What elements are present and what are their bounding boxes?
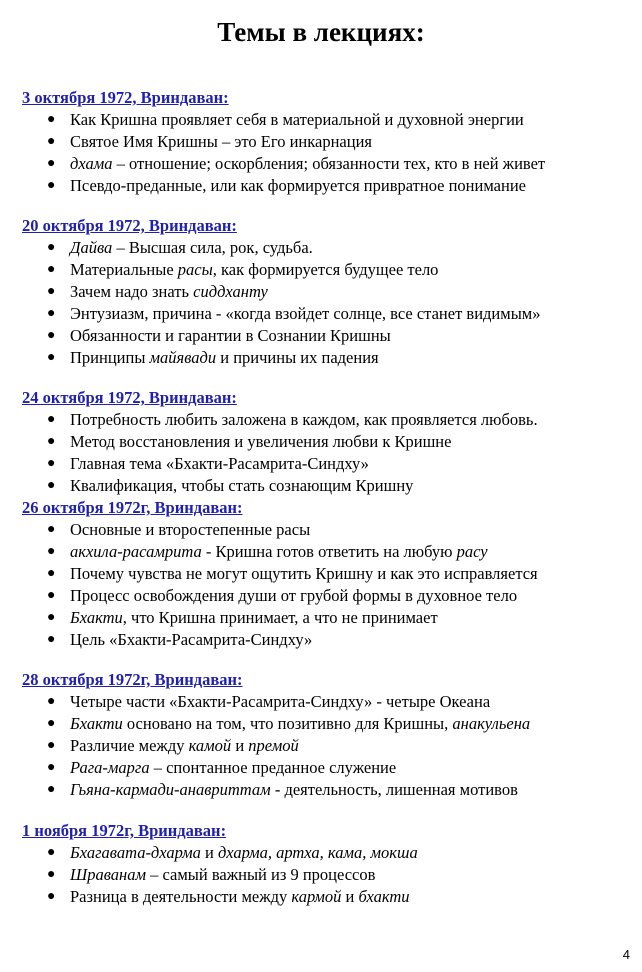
italic-term: акхила-расамрита (70, 542, 202, 561)
section-1 (0, 87, 642, 197)
bullet-icon: ● (47, 610, 56, 625)
section-heading[interactable]: 26 октября 1972г, Вриндаван: (22, 498, 243, 517)
list-item (0, 541, 642, 563)
item-text: Основные и второстепенные расы (70, 520, 311, 539)
item-text: Различие между (70, 736, 189, 755)
page-title: Темы в лекциях: (217, 17, 425, 47)
list-item (0, 779, 642, 801)
bullet-icon: ● (47, 694, 56, 709)
bullet-icon: ● (47, 544, 56, 559)
bullet-icon: ● (47, 760, 56, 775)
item-text: - деятельность, лишенная мотивов (270, 780, 518, 799)
page-number: 4 (622, 947, 630, 962)
italic-term: анакульена (452, 714, 531, 733)
section-heading[interactable]: 1 ноября 1972г, Вриндаван: (22, 821, 227, 840)
italic-term: Гьяна-кармади-анавриттам (70, 780, 271, 799)
topic-list (0, 691, 642, 801)
list-item (0, 237, 642, 259)
item-text: Принципы (70, 348, 150, 367)
list-item (0, 347, 642, 369)
list-item (0, 519, 642, 541)
list-item (0, 453, 642, 475)
item-text: Псевдо-преданные, или как формируется привратное понимание (70, 176, 526, 195)
item-text: Почему чувства не могут ощутить Кришну и как это исправляется (70, 564, 538, 583)
list-item (0, 691, 642, 713)
section-heading[interactable]: 3 октября 1972, Вриндаван: (22, 88, 229, 107)
item-text: Зачем надо знать (70, 282, 194, 301)
item-text: – Высшая сила, рок, судьба. (112, 238, 313, 257)
item-text: Цель «Бхакти-Расамрита-Синдху» (70, 630, 313, 649)
list-item (0, 325, 642, 347)
item-text: Материальные (70, 260, 178, 279)
topic-list (0, 519, 642, 651)
bullet-icon: ● (47, 284, 56, 299)
section-2 (0, 215, 642, 369)
item-text: – спонтанное преданное служение (149, 758, 397, 777)
list-item (0, 585, 642, 607)
item-text: Процесс освобождения души от грубой формы в духовное тело (70, 586, 518, 605)
bullet-icon: ● (47, 156, 56, 171)
list-item (0, 757, 642, 779)
bullet-icon: ● (47, 434, 56, 449)
item-text: Метод восстановления и увеличения любви к Кришне (70, 432, 452, 451)
italic-term: дхама (70, 154, 113, 173)
list-item (0, 563, 642, 585)
list-item (0, 153, 642, 175)
bullet-icon: ● (47, 134, 56, 149)
bullet-icon: ● (47, 782, 56, 797)
list-item (0, 131, 642, 153)
bullet-icon: ● (47, 262, 56, 277)
list-item (0, 259, 642, 281)
item-text: Потребность любить заложена в каждом, как проявляется любовь. (70, 410, 538, 429)
bullet-icon: ● (47, 478, 56, 493)
list-item (0, 713, 642, 735)
bullet-icon: ● (47, 240, 56, 255)
bullet-icon: ● (47, 588, 56, 603)
italic-term: Рага-марга (70, 758, 150, 777)
item-text: Как Кришна проявляет себя в материальной и духовной энергии (70, 110, 524, 129)
italic-term: Бхакти (70, 714, 123, 733)
list-item (0, 109, 642, 131)
italic-term: кармой (291, 887, 342, 906)
list-item (0, 842, 642, 864)
bullet-icon: ● (47, 845, 56, 860)
topic-list (0, 237, 642, 369)
bullet-icon: ● (47, 738, 56, 753)
item-text: Святое Имя Кришны – это Его инкарнация (70, 132, 373, 151)
section-4 (0, 497, 642, 651)
item-text: и причины их падения (216, 348, 379, 367)
italic-term: дхарма, артха, кама, мокша (217, 843, 418, 862)
item-text: – отношение; оскорбления; обязанности тех, кто в ней живет (112, 154, 546, 173)
section-heading[interactable]: 24 октября 1972, Вриндаван: (22, 388, 237, 407)
italic-term: Дайва (70, 238, 113, 257)
bullet-icon: ● (47, 632, 56, 647)
italic-term: Бхагавата-дхарма (70, 843, 201, 862)
bullet-icon: ● (47, 306, 56, 321)
section-3 (0, 387, 642, 497)
item-text: Четыре части «Бхакти-Расамрита-Синдху» - четыре Океана (70, 692, 491, 711)
bullet-icon: ● (47, 716, 56, 731)
italic-term: камой (188, 736, 232, 755)
section-heading[interactable]: 20 октября 1972, Вриндаван: (22, 216, 237, 235)
item-text: Разница в деятельности между (70, 887, 292, 906)
italic-term: сиддханту (193, 282, 268, 301)
list-item (0, 175, 642, 197)
item-text: , как формируется будущее тело (212, 260, 439, 279)
topic-list (0, 409, 642, 497)
bullet-icon: ● (47, 178, 56, 193)
italic-term: бхакти (358, 887, 410, 906)
bullet-icon: ● (47, 867, 56, 882)
list-item (0, 629, 642, 651)
bullet-icon: ● (47, 566, 56, 581)
bullet-icon: ● (47, 889, 56, 904)
section-6 (0, 820, 642, 908)
item-text: и (200, 843, 218, 862)
bullet-icon: ● (47, 456, 56, 471)
italic-term: премой (248, 736, 299, 755)
italic-term: майявади (149, 348, 217, 367)
list-item (0, 864, 642, 886)
bullet-icon: ● (47, 350, 56, 365)
list-item (0, 409, 642, 431)
item-text: и (341, 887, 359, 906)
list-item (0, 886, 642, 908)
topic-list (0, 109, 642, 197)
bullet-icon: ● (47, 412, 56, 427)
section-heading[interactable]: 28 октября 1972г, Вриндаван: (22, 670, 243, 689)
list-item (0, 475, 642, 497)
list-item (0, 303, 642, 325)
item-text: Главная тема «Бхакти-Расамрита-Синдху» (70, 454, 369, 473)
list-item (0, 735, 642, 757)
list-item (0, 281, 642, 303)
item-text: Обязанности и гарантии в Сознании Кришны (70, 326, 391, 345)
list-item (0, 607, 642, 629)
list-item (0, 431, 642, 453)
item-text: – самый важный из 9 процессов (145, 865, 376, 884)
italic-term: расы (177, 260, 213, 279)
item-text: и (231, 736, 249, 755)
topic-list (0, 842, 642, 908)
section-5 (0, 669, 642, 801)
item-text: основано на том, что позитивно для Кришны, (122, 714, 453, 733)
bullet-icon: ● (47, 112, 56, 127)
italic-term: Шраванам (70, 865, 146, 884)
italic-term: расу (456, 542, 488, 561)
bullet-icon: ● (47, 328, 56, 343)
item-text: Квалификация, чтобы стать сознающим Кришну (70, 476, 414, 495)
item-text: Энтузиазм, причина - «когда взойдет солнце, все станет видимым» (70, 304, 541, 323)
bullet-icon: ● (47, 522, 56, 537)
item-text: , что Кришна принимает, а что не принимает (122, 608, 438, 627)
italic-term: Бхакти (70, 608, 123, 627)
item-text: - Кришна готов ответить на любую (201, 542, 457, 561)
